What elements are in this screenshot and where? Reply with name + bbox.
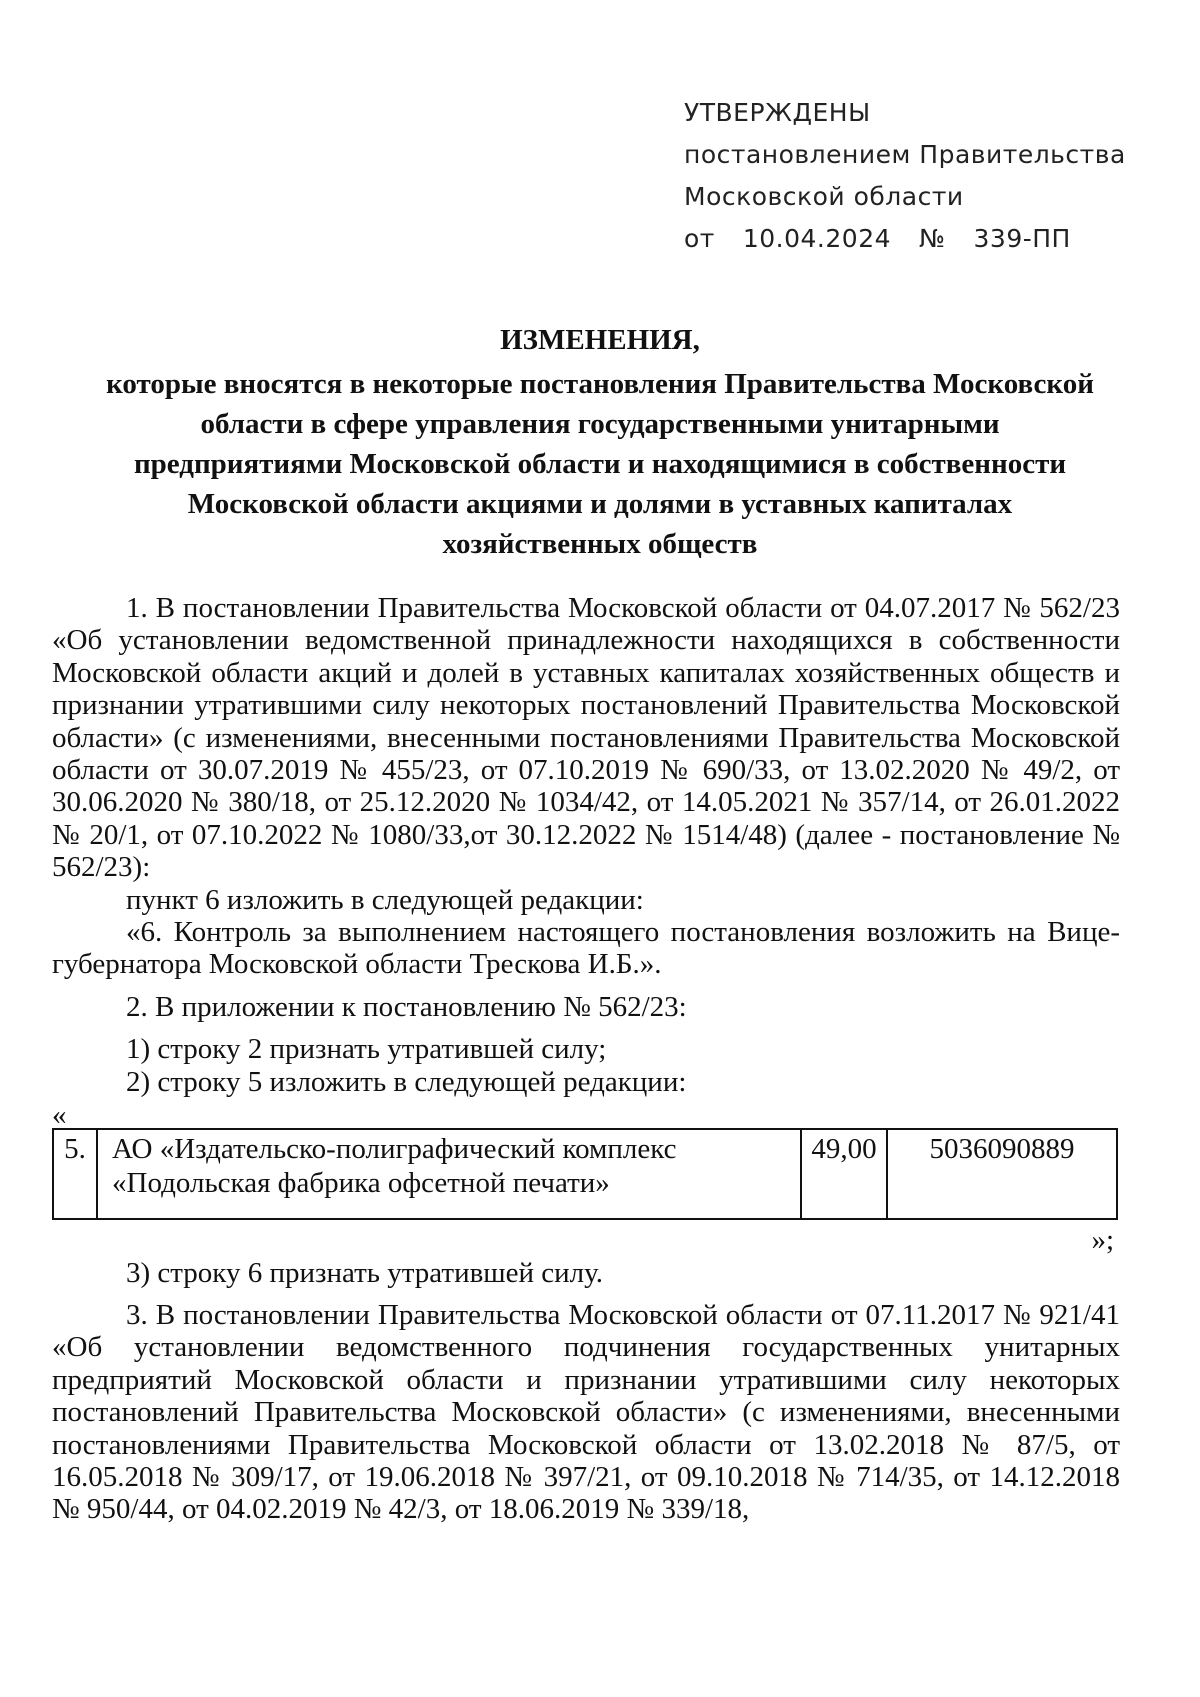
approval-from-label: от <box>684 224 715 253</box>
quote-close-mark: »; <box>1091 1224 1114 1257</box>
approval-number-label: № <box>919 224 946 253</box>
paragraph-3: 3. В постановлении Правительства Московской области от 07.11.2017 № 921/41 «Об установлении ведомственного подчинения государственных унитарных предприятий Московской области и признании утратившими силу некоторых постановлений Правительства Московской области» (с изменениями, внесенными постановлениями Правительства Московской области от 13.02.2018 № 87/5, от 16.05.2018 № 309/17, от 19.06.2018 № 397/21, от 09.10.2018 № 714/35, от 14.12.2018 № 950/44, от 04.02.2019 № 42/3, от 18.06.2019 № 339/18, <box>52 1298 1120 1526</box>
document-title <box>60 320 1140 564</box>
approval-heading: УТВЕРЖДЕНЫ <box>684 98 871 127</box>
paragraph-2: 2. В приложении к постановлению № 562/23: <box>126 990 687 1023</box>
approval-number: 339-ПП <box>973 224 1071 253</box>
row-number: 5. <box>53 1129 97 1219</box>
title-subtitle: которые вносятся в некоторые постановления Правительства Московской области в сфере управления государственными унитарными предприятиями Московской области и находящимися в собственности Московской области акциями и долями в уставных капиталах хозяйственных обществ <box>106 368 1094 560</box>
approval-date-number <box>684 218 1126 260</box>
document-body <box>52 592 1120 1526</box>
approval-date: 10.04.2024 <box>742 224 891 253</box>
paragraph-1: 1. В постановлении Правительства Московской области от 04.07.2017 № 562/23 «Об установлении ведомственной принадлежности находящихся в собственности Московской области акций и долей в уставных капиталах хозяйственных обществ и признании утратившими силу некоторых постановлений Правительства Московской области» (с изменениями, внесенными постановлениями Правительства Московской области от 30.07.2019 № 455/23, от 07.10.2019 № 690/33, от 13.02.2020 № 49/2, от 30.06.2020 № 380/18, от 25.12.2020 № 1034/42, от 14.05.2021 № 357/14, от 26.01.2022 № 20/1, от 07.10.2022 № 1080/33,от 30.12.2022 № 1514/48) (далее - постановление № 562/23): <box>52 592 1120 884</box>
table-row <box>53 1129 1117 1219</box>
row-organization <box>97 1129 801 1219</box>
row-organization-line-2: «Подольская фабрика офсетной печати» <box>112 1167 610 1200</box>
row-inn: 5036090889 <box>887 1129 1117 1219</box>
paragraph-2c: 3) строку 6 признать утратившей силу. <box>126 1256 603 1289</box>
paragraph-1b: «6. Контроль за выполнением настоящего постановления возложить на Вице-губернатора Московской области Трескова И.Б.». <box>52 916 1120 981</box>
title-heading: ИЗМЕНЕНИЯ, <box>500 324 700 356</box>
approval-line-decree: постановлением Правительства <box>684 140 1126 169</box>
paragraph-2b: 2) строку 5 изложить в следующей редакции: <box>126 1065 687 1098</box>
approval-line-region: Московской области <box>684 182 964 211</box>
approval-stamp <box>684 92 1126 260</box>
row-organization-line-1: АО «Издательско-полиграфический комплекс <box>112 1133 677 1166</box>
replacement-table <box>52 1128 1118 1220</box>
paragraph-1a: пункт 6 изложить в следующей редакции: <box>126 883 644 916</box>
row-share: 49,00 <box>801 1129 887 1219</box>
quote-open-mark: « <box>52 1099 67 1132</box>
paragraph-2a: 1) строку 2 признать утратившей силу; <box>126 1033 607 1066</box>
